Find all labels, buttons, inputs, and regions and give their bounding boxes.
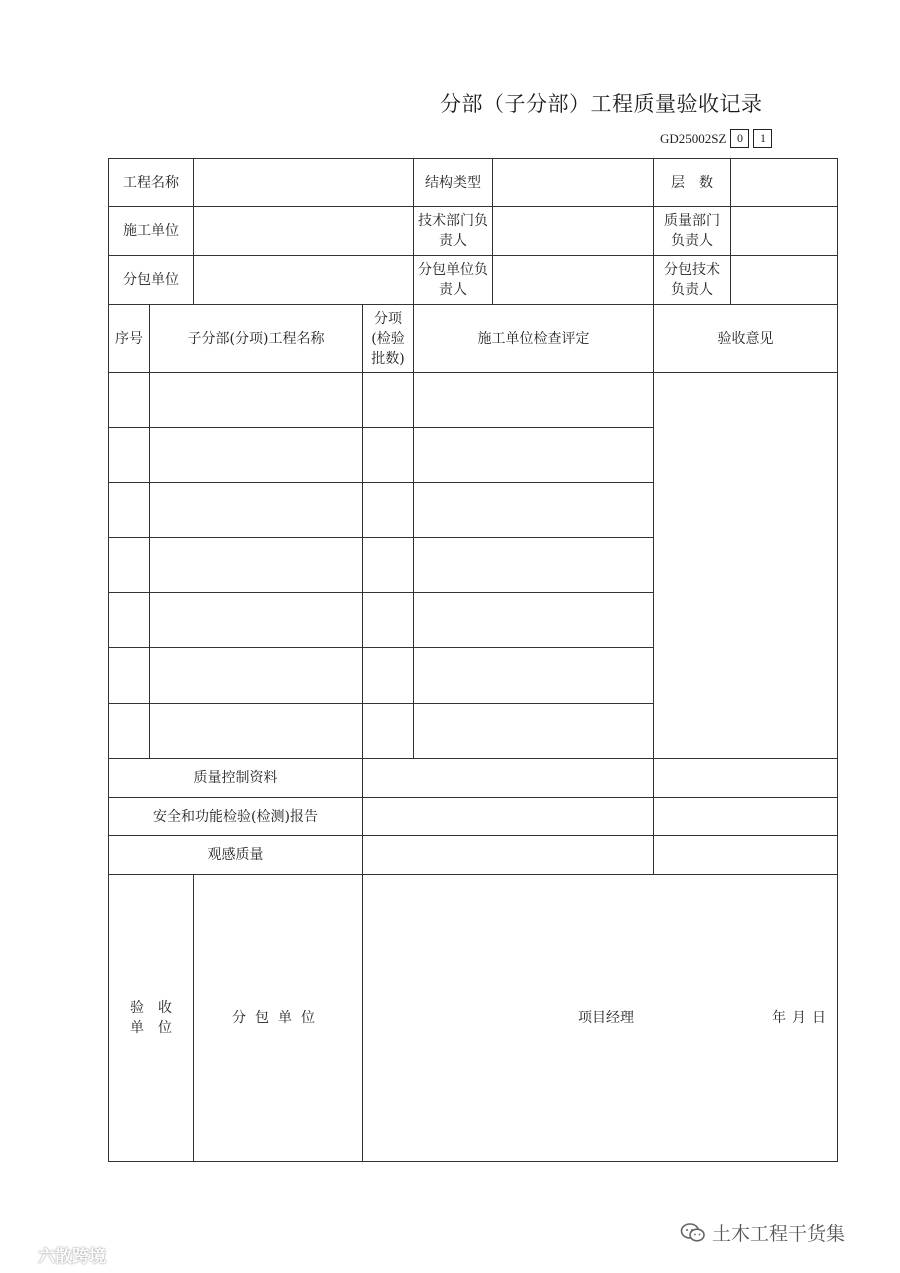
page-title: 分部（子分部）工程质量验收记录: [440, 92, 763, 116]
row-seq[interactable]: [109, 538, 150, 593]
safety-report-row: [109, 798, 838, 836]
info-row-project: [109, 159, 838, 207]
quality-dept-value[interactable]: [731, 207, 838, 256]
subcontractor-unit-cell[interactable]: [194, 875, 363, 1162]
name-header: 子分部(分项)工程名称: [150, 305, 363, 373]
subcontractor-unit-label: 分包单位: [232, 1010, 324, 1026]
row-batches[interactable]: [363, 483, 414, 538]
quality-control-row: [109, 759, 838, 798]
project-name-value[interactable]: [194, 159, 414, 207]
acceptance-unit-label: [109, 875, 194, 1162]
project-name-label: 工程名称: [109, 159, 194, 207]
batches-header: 分项(检验批数): [363, 305, 414, 373]
items-header-row: [109, 305, 838, 373]
table-row: [109, 373, 838, 428]
seq-header: 序号: [109, 305, 150, 373]
watermark-left-text: 六散跨境: [38, 1247, 106, 1267]
form-code: [660, 129, 772, 148]
row-seq[interactable]: [109, 483, 150, 538]
appearance-evaluation[interactable]: [363, 836, 654, 875]
acceptance-form-table: [108, 158, 838, 1162]
appearance-opinion[interactable]: [654, 836, 838, 875]
subcontractor-label: 分包单位: [109, 256, 194, 305]
row-name[interactable]: [150, 373, 363, 428]
row-seq[interactable]: [109, 593, 150, 648]
info-row-contractor: [109, 207, 838, 256]
floors-label: 层 数: [654, 159, 731, 207]
tech-dept-label: 技术部门负责人: [414, 207, 493, 256]
row-evaluation[interactable]: [414, 648, 654, 704]
row-batches[interactable]: [363, 373, 414, 428]
watermark-right: [680, 1219, 845, 1246]
sub-tech-head-label: 分包技术负责人: [654, 256, 731, 305]
row-batches[interactable]: [363, 593, 414, 648]
quality-control-label: 质量控制资料: [109, 759, 363, 798]
signoff-row: [109, 875, 838, 1162]
tech-dept-value[interactable]: [493, 207, 654, 256]
row-evaluation[interactable]: [414, 483, 654, 538]
safety-report-label: 安全和功能检验(检测)报告: [109, 798, 363, 836]
safety-report-evaluation[interactable]: [363, 798, 654, 836]
row-name[interactable]: [150, 538, 363, 593]
project-manager-label: 项目经理: [578, 1010, 634, 1026]
row-name[interactable]: [150, 593, 363, 648]
structure-type-value[interactable]: [493, 159, 654, 207]
appearance-row: [109, 836, 838, 875]
quality-control-opinion[interactable]: [654, 759, 838, 798]
row-name[interactable]: [150, 648, 363, 704]
sub-tech-head-value[interactable]: [731, 256, 838, 305]
row-seq[interactable]: [109, 428, 150, 483]
opinion-header: 验收意见: [654, 305, 838, 373]
evaluation-header: 施工单位检查评定: [414, 305, 654, 373]
acceptance-opinion-cell[interactable]: [654, 373, 838, 759]
quality-control-evaluation[interactable]: [363, 759, 654, 798]
contractor-value[interactable]: [194, 207, 414, 256]
brand-logo-icon: [8, 1245, 38, 1265]
contractor-label: 施工单位: [109, 207, 194, 256]
watermark-right-text: 土木工程干货集: [712, 1223, 846, 1245]
acceptance-unit-line-1: 验 收: [130, 1000, 172, 1016]
row-batches[interactable]: [363, 704, 414, 759]
row-batches[interactable]: [363, 648, 414, 704]
form-code-box-1: 0: [730, 129, 749, 148]
signoff-date-label: 年月日: [772, 1010, 832, 1026]
row-name[interactable]: [150, 428, 363, 483]
acceptance-unit-text: [130, 998, 172, 1038]
watermark-left: [8, 1242, 106, 1267]
row-seq[interactable]: [109, 704, 150, 759]
floors-value[interactable]: [731, 159, 838, 207]
project-manager-cell[interactable]: [363, 875, 838, 1162]
structure-type-label: 结构类型: [414, 159, 493, 207]
quality-dept-label: 质量部门负责人: [654, 207, 731, 256]
row-evaluation[interactable]: [414, 538, 654, 593]
safety-report-opinion[interactable]: [654, 798, 838, 836]
row-evaluation[interactable]: [414, 373, 654, 428]
row-seq[interactable]: [109, 373, 150, 428]
row-name[interactable]: [150, 704, 363, 759]
row-evaluation[interactable]: [414, 704, 654, 759]
row-seq[interactable]: [109, 648, 150, 704]
sub-unit-head-value[interactable]: [493, 256, 654, 305]
form-code-box-2: 1: [753, 129, 772, 148]
sub-unit-head-label: 分包单位负责人: [414, 256, 493, 305]
row-batches[interactable]: [363, 538, 414, 593]
subcontractor-value[interactable]: [194, 256, 414, 305]
info-row-subcontractor: [109, 256, 838, 305]
form-code-text: GD25002SZ: [660, 130, 727, 146]
row-evaluation[interactable]: [414, 428, 654, 483]
row-batches[interactable]: [363, 428, 414, 483]
row-evaluation[interactable]: [414, 593, 654, 648]
row-name[interactable]: [150, 483, 363, 538]
acceptance-unit-line-2: 单 位: [130, 1020, 172, 1036]
appearance-label: 观感质量: [109, 836, 363, 875]
wechat-icon: [680, 1222, 706, 1244]
